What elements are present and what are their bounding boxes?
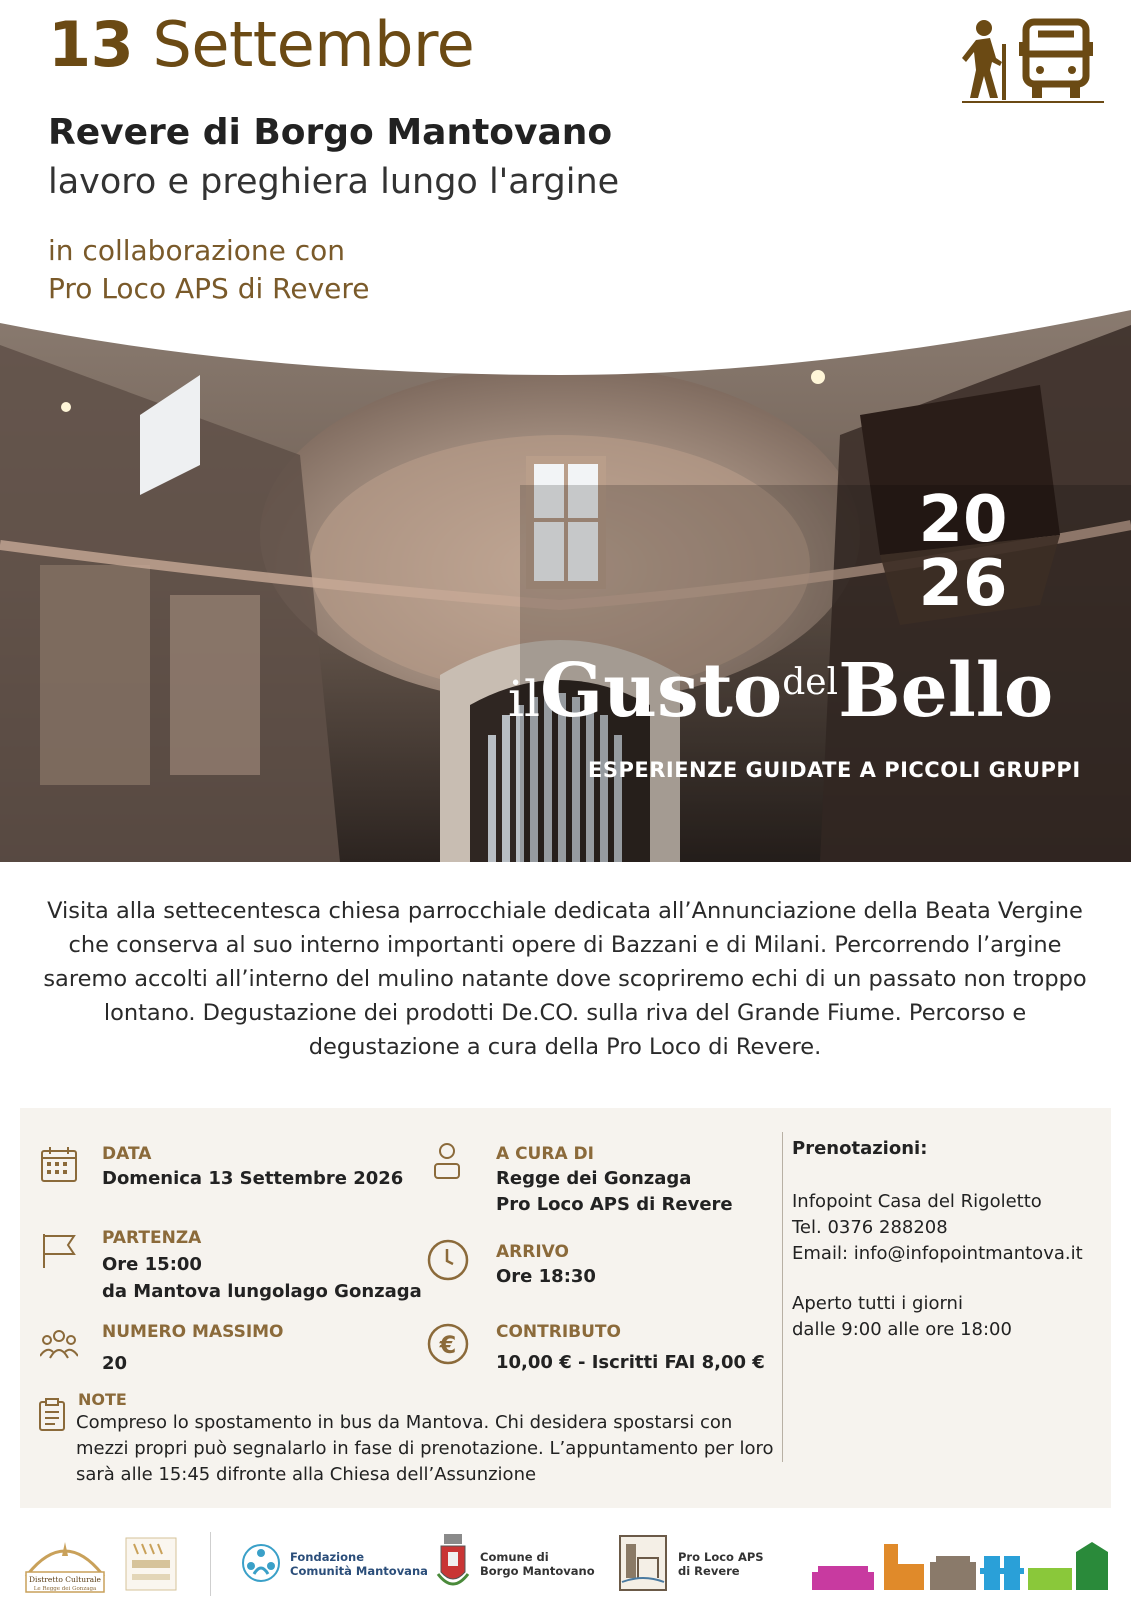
- numero-label: NUMERO MASSIMO: [102, 1322, 284, 1342]
- event-month: Settembre: [152, 8, 475, 81]
- event-day: 13: [48, 8, 134, 81]
- comune-coat-of-arms-icon: [436, 1532, 470, 1596]
- comune-line-2: Borgo Mantovano: [480, 1564, 595, 1578]
- booking-office: Infopoint Casa del Rigoletto: [792, 1191, 1042, 1212]
- data-value: Domenica 13 Settembre 2026: [102, 1168, 404, 1189]
- proloco-name: [678, 1550, 764, 1578]
- event-place: Revere di Borgo Mantovano: [48, 112, 613, 153]
- partenza-place: da Mantova lungolago Gonzaga: [102, 1281, 422, 1302]
- group-icon: [40, 1326, 78, 1364]
- hero-year-top: 20: [918, 483, 1008, 557]
- partenza-label: PARTENZA: [102, 1228, 202, 1248]
- notes-icon: [38, 1398, 66, 1432]
- mantova-monuments-logo: [812, 1538, 1112, 1594]
- hero-year: [893, 483, 1033, 621]
- booking-days: Aperto tutti i giorni: [792, 1293, 963, 1314]
- partenza-time: Ore 15:00: [102, 1254, 202, 1275]
- distretto-name: Distretto Culturale: [29, 1575, 101, 1584]
- hero-tagline: ESPERIENZE GUIDATE A PICCOLI GRUPPI: [588, 758, 1081, 782]
- note-text: Compreso lo spostamento in bus da Mantova. Chi desidera spostarsi con mezzi propri può segnalarlo in fase di prenotazione. L’appuntamento per loro sarà alle 15:45 difronte alla Chiesa dell’Assunzione: [76, 1412, 774, 1485]
- arrivo-label: ARRIVO: [496, 1242, 569, 1262]
- fondazione-line-1: Fondazione: [290, 1550, 364, 1564]
- collaboration-line-1: in collaborazione con: [48, 234, 345, 267]
- clock-icon: [426, 1238, 470, 1282]
- fondazione-name: [290, 1550, 428, 1578]
- svg-text:€: €: [439, 1331, 457, 1359]
- comune-line-1: Comune di: [480, 1550, 549, 1564]
- distretto-culturale-logo: [22, 1534, 108, 1594]
- hero-brand: [508, 648, 1053, 734]
- brand-gusto: Gusto: [539, 648, 783, 734]
- collaboration-line-2: Pro Loco APS di Revere: [48, 272, 370, 305]
- acura-label: A CURA DI: [496, 1144, 594, 1164]
- note-label: NOTE: [78, 1390, 127, 1409]
- booking-divider: [782, 1132, 783, 1462]
- person-icon: [428, 1142, 466, 1180]
- proloco-line-2: di Revere: [678, 1564, 740, 1578]
- comune-name: [480, 1550, 595, 1578]
- hiker-icon: [962, 20, 1006, 100]
- booking-email: Email: info@infopointmantova.it: [792, 1243, 1083, 1264]
- booking-hours: dalle 9:00 alle ore 18:00: [792, 1319, 1012, 1340]
- flag-icon: [40, 1232, 78, 1270]
- header-icons: [962, 14, 1104, 104]
- fondazione-logo-icon: [240, 1542, 282, 1584]
- distretto-subtitle: Le Regge dei Gonzaga: [33, 1586, 97, 1592]
- collaboration-note: [48, 232, 370, 308]
- footer-divider: [210, 1532, 211, 1596]
- proloco-logo-icon: [618, 1534, 668, 1592]
- bus-icon: [1026, 22, 1086, 84]
- arrivo-value: Ore 18:30: [496, 1266, 596, 1287]
- brand-bello: Bello: [838, 648, 1054, 734]
- contributo-value: 10,00 € - Iscritti FAI 8,00 €: [496, 1352, 765, 1373]
- event-description: Visita alla settecentesca chiesa parrocchiale dedicata all’Annunciazione della Beata Vergine che conserva al suo interno importanti opere di Bazzani e di Milani. Percorrendo l’argine saremo accolti all’interno del mulino natante dove scopriremo echi di un passato non troppo lontano. Degustazione dei prodotti De.CO. sulla riva del Grande Fiume. Percorso e degustazione a cura della Pro Loco di Revere.: [43, 898, 1087, 1060]
- data-label: DATA: [102, 1144, 152, 1164]
- brand-il: il: [508, 670, 540, 728]
- event-date-title: [48, 8, 474, 81]
- fondazione-line-2: Comunità Mantovana: [290, 1564, 428, 1578]
- acura-line-2: Pro Loco APS di Revere: [496, 1194, 733, 1215]
- footer-logos: [0, 1528, 1131, 1600]
- regge-gonzaga-logo: [124, 1536, 178, 1592]
- brand-del: del: [782, 662, 839, 703]
- calendar-icon: [40, 1146, 78, 1184]
- booking-title: Prenotazioni:: [792, 1138, 928, 1159]
- booking-phone: Tel. 0376 288208: [792, 1217, 948, 1238]
- hero-year-bottom: 26: [918, 547, 1008, 621]
- acura-line-1: Regge dei Gonzaga: [496, 1168, 692, 1189]
- contributo-label: CONTRIBUTO: [496, 1322, 621, 1342]
- proloco-line-1: Pro Loco APS: [678, 1550, 764, 1564]
- booking-details: [792, 1189, 1083, 1343]
- euro-icon: [426, 1322, 470, 1366]
- event-subtitle: lavoro e preghiera lungo l'argine: [48, 162, 620, 202]
- numero-value: 20: [102, 1353, 128, 1374]
